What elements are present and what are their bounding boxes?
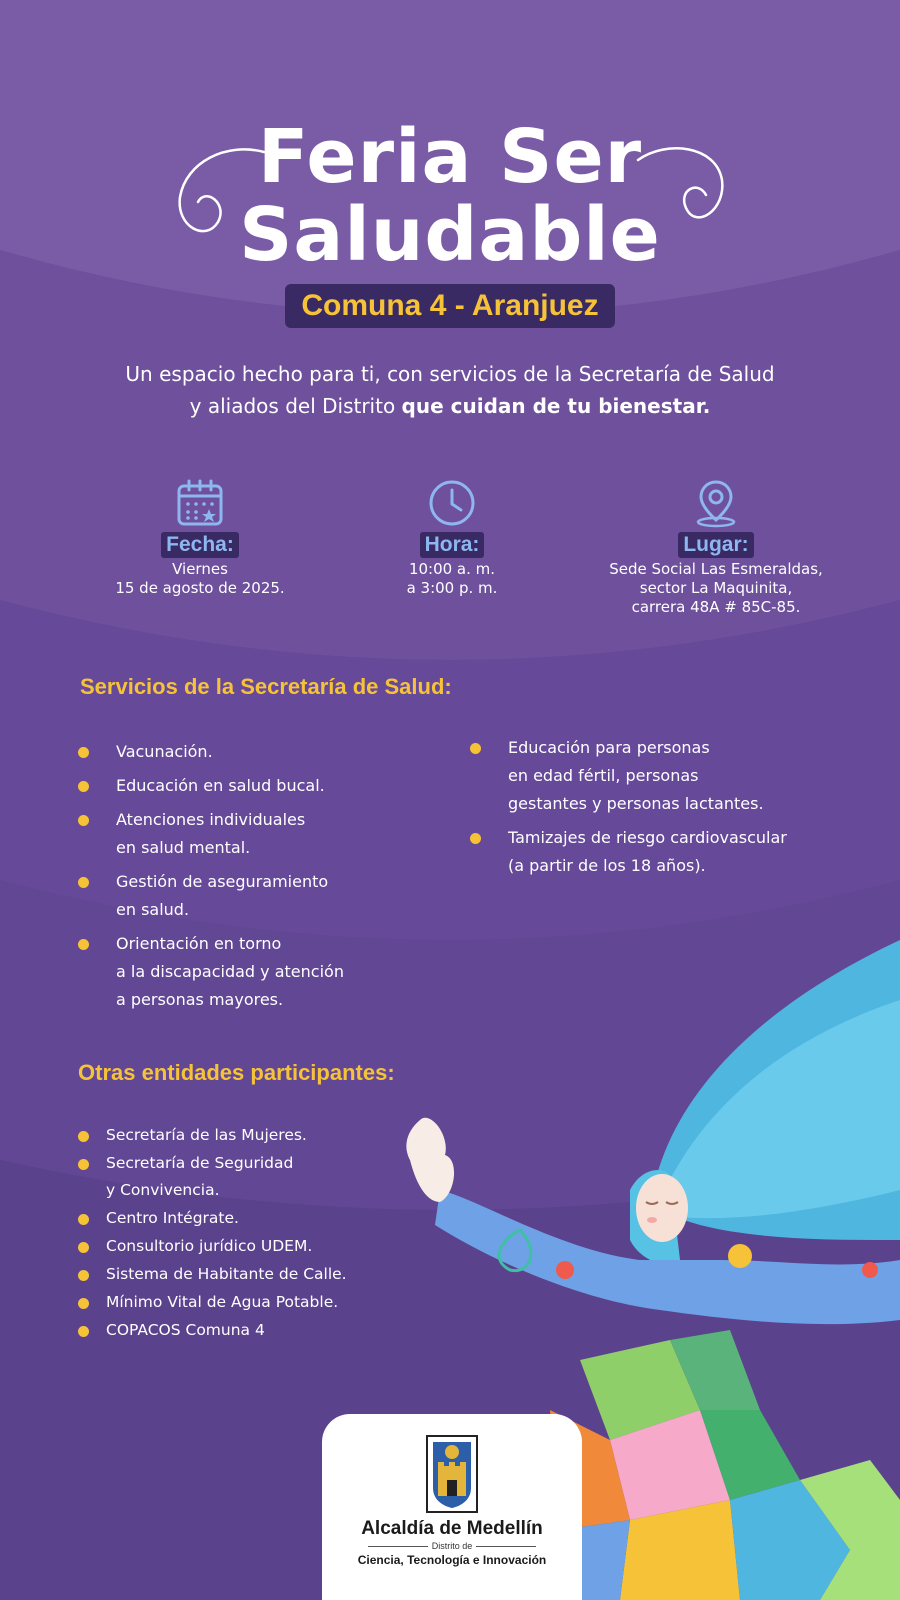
bullet-dot-icon [78,1270,89,1281]
servicios-left-list [78,738,438,1020]
list-item [78,806,438,862]
subtitle-wrap [0,284,900,328]
bullet-dot-icon [78,1131,89,1142]
hora-text: 10:00 a. m. a 3:00 p. m. [406,560,498,597]
logo-divider [476,1546,536,1547]
intro-line-1: Un espacio hecho para ti, con servicios de la Secretaría de Salud [125,362,775,386]
bullet-dot-icon [78,747,89,758]
fecha-text: Viernes 15 de agosto de 2025. [115,560,285,597]
medellin-coat-of-arms-icon [423,1432,481,1516]
logo-tagline: Ciencia, Tecnología e Innovación [357,1553,547,1567]
list-item [78,772,438,800]
bullet-dot-icon [78,781,89,792]
title-line-2: Saludable [239,192,661,278]
location-pin-icon [691,478,741,528]
hora-label: Hora: [420,532,485,558]
event-title [0,114,900,278]
list-item-text: Tamizajes de riesgo cardiovascular (a partir de los 18 años). [508,828,787,875]
list-item-text: Mínimo Vital de Agua Potable. [106,1293,339,1311]
lugar-label: Lugar: [678,532,753,558]
list-item-text: Orientación en torno a la discapacidad y atención a personas mayores. [116,934,344,1009]
list-item [78,868,438,924]
list-item [470,824,880,880]
bullet-dot-icon [470,743,481,754]
list-item-text: Sistema de Habitante de Calle. [106,1265,347,1283]
intro-line-2 [60,390,840,422]
list-item-text: Secretaría de las Mujeres. [106,1126,307,1144]
bullet-dot-icon [78,1326,89,1337]
fecha-label: Fecha: [161,532,239,558]
intro-line-2-bold: que cuidan de tu bienestar. [401,394,711,418]
bullet-dot-icon [470,833,481,844]
list-item-text: Consultorio jurídico UDEM. [106,1237,313,1255]
info-lugar [586,478,846,617]
bullet-dot-icon [78,815,89,826]
otras-title: Otras entidades participantes: [78,1060,395,1085]
list-item-text: Gestión de aseguramiento en salud. [116,872,329,919]
title-line-1: Feria Ser [257,114,643,200]
list-item-text: Centro Intégrate. [106,1209,239,1227]
intro-line-2-plain: y aliados del Distrito [189,394,402,418]
list-item [78,930,438,1014]
servicios-right-list [470,734,880,886]
list-item-text: Vacunación. [116,742,213,761]
list-item-text: Secretaría de Seguridad y Convivencia. [106,1154,294,1199]
list-item [470,734,880,818]
logo-sub: Distrito de [431,1541,473,1551]
list-item-text: Educación para personas en edad fértil, personas gestantes y personas lactantes. [508,738,764,813]
info-hora [322,478,582,598]
logo-sub-wrap [322,1541,582,1551]
logo-divider [368,1546,428,1547]
bullet-dot-icon [78,1298,89,1309]
logo-name: Alcaldía de Medellín [361,1518,543,1539]
info-fecha [70,478,330,598]
logo-card [322,1414,582,1600]
bullet-dot-icon [78,1159,89,1170]
bullet-dot-icon [78,939,89,950]
bullet-dot-icon [78,877,89,888]
lugar-text: Sede Social Las Esmeraldas, sector La Maquinita, carrera 48A # 85C-85. [609,560,823,616]
intro-text [60,358,840,422]
list-item [78,738,438,766]
list-item-text: COPACOS Comuna 4 [106,1321,265,1339]
servicios-title: Servicios de la Secretaría de Salud: [80,674,452,699]
clock-icon [427,478,477,528]
list-item-text: Atenciones individuales en salud mental. [116,810,306,857]
bullet-dot-icon [78,1214,89,1225]
calendar-icon [175,478,225,528]
bullet-dot-icon [78,1242,89,1253]
subtitle-badge: Comuna 4 - Aranjuez [285,284,614,328]
list-item-text: Educación en salud bucal. [116,776,325,795]
